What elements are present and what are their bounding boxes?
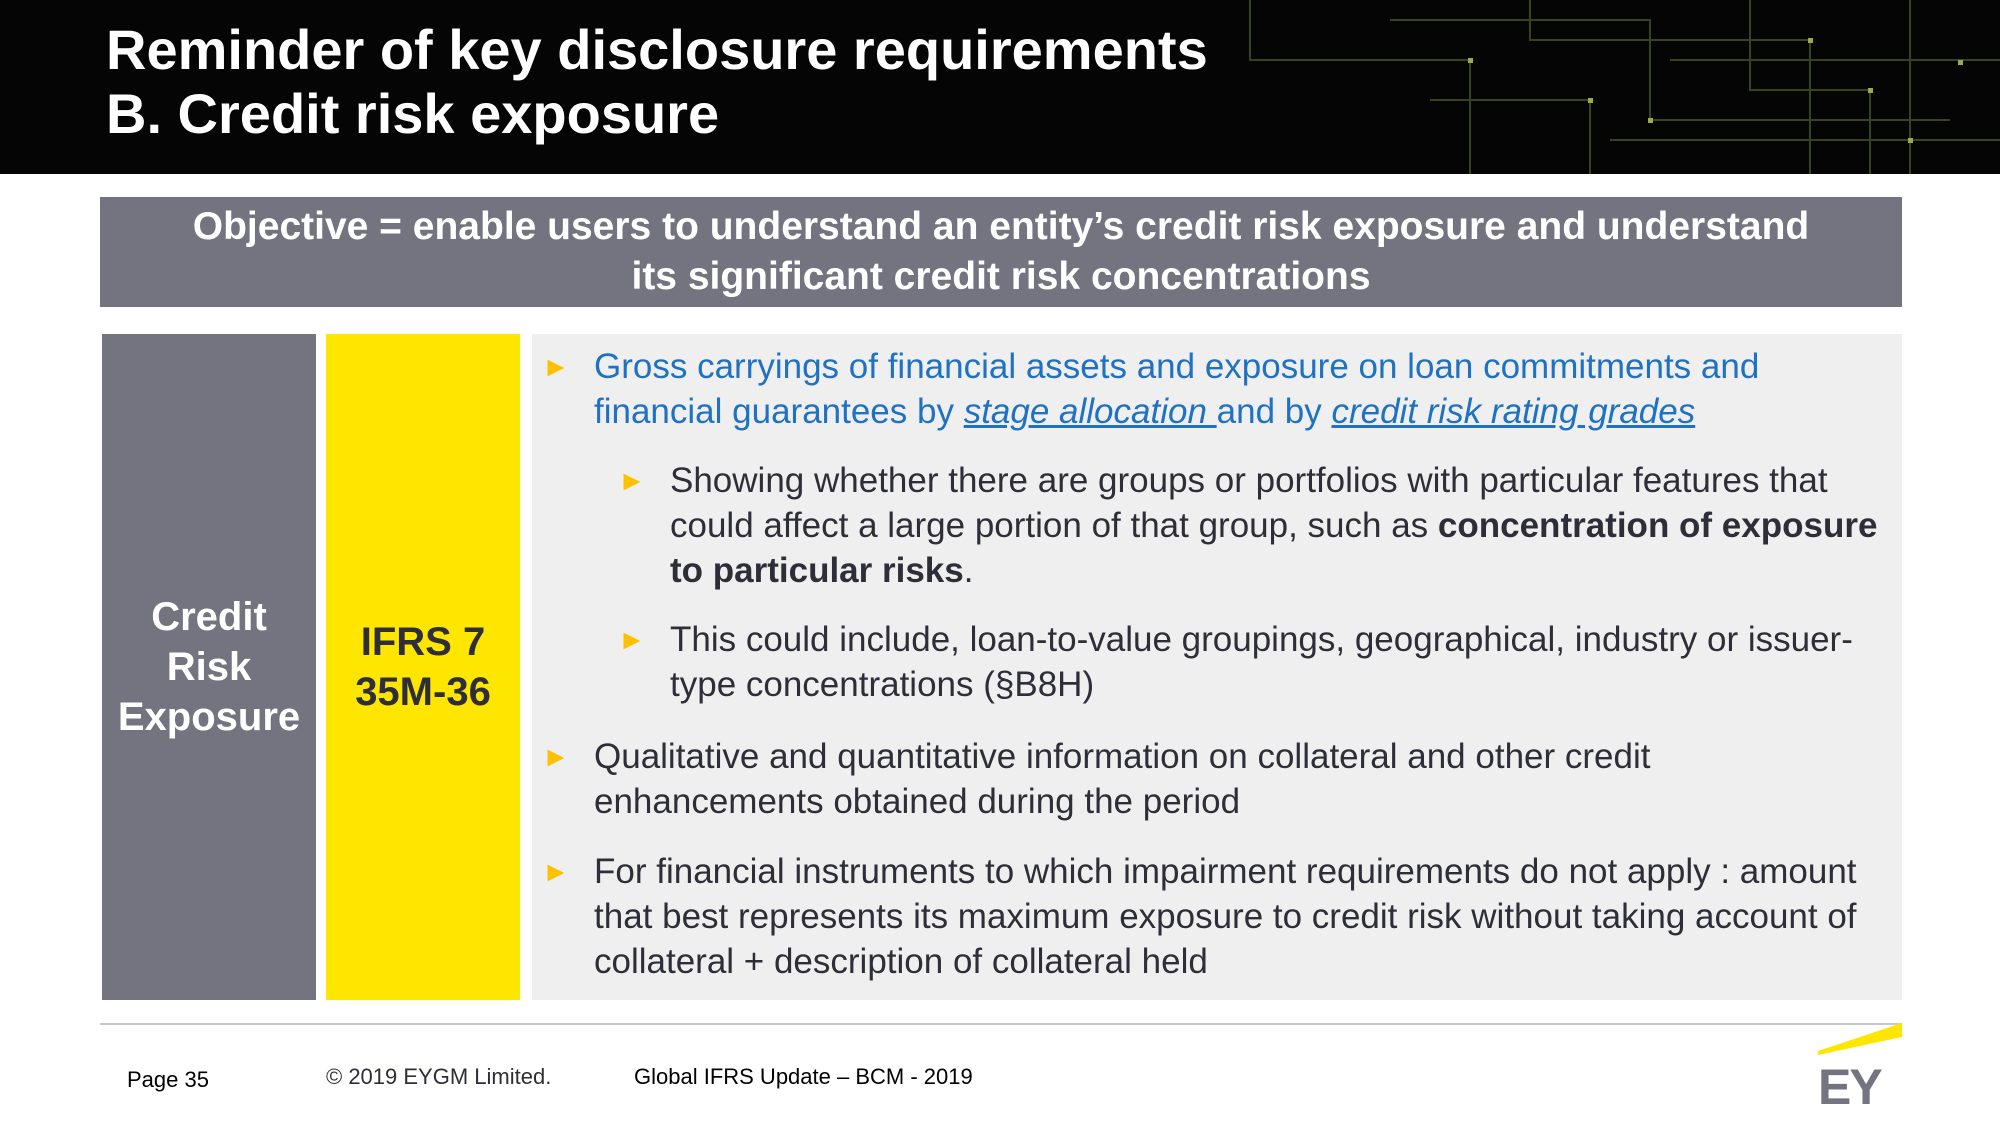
bullet-text: Qualitative and quantitative information on collateral and other credit enhancements obtained during the period (594, 737, 1651, 821)
footer-divider (100, 1023, 1902, 1025)
label-line-2: Risk (166, 645, 252, 689)
objective-line-1: Objective = enable users to understand an entity’s credit risk exposure and understand (192, 205, 1810, 248)
ey-beam-icon (1818, 1023, 1902, 1055)
page-number: Page 35 (127, 1067, 209, 1092)
bullet-text: Gross carryings of financial assets and exposure on loan commitments and financial guarantees by (594, 347, 1760, 431)
event-title: Global IFRS Update – BCM - 2019 (634, 1064, 973, 1089)
bullet-text: Showing whether there are groups or portfolios with particular features that could affect a large portion of that group, such as (670, 461, 1828, 545)
requirements-panel (532, 334, 1902, 1000)
ey-logo (1818, 1023, 1902, 1115)
bullet-text: This could include, loan-to-value groupings, geographical, industry or issuer-type concentrations (§B8H) (670, 620, 1853, 704)
bullet-bold-text: concentration of exposure to particular risks (670, 506, 1878, 590)
page-title (106, 18, 1208, 146)
bullet-text: . (963, 551, 974, 590)
credit-risk-rating-grades-link[interactable]: credit risk rating grades (1331, 392, 1696, 431)
ifrs-reference-label (326, 334, 520, 1000)
bullet-collateral (542, 734, 1884, 824)
reference-line-2: 35M-36 (355, 670, 491, 714)
sub-bullet-concentration (618, 458, 1884, 593)
bullet-arrow-icon: ► (618, 465, 646, 496)
credit-risk-exposure-label (102, 334, 316, 1000)
stage-allocation-link[interactable]: stage allocation (963, 392, 1217, 431)
bullet-arrow-icon: ► (618, 624, 646, 655)
objective-line-2: its significant credit risk concentrations (631, 255, 1371, 298)
ey-logo-text: EY (1818, 1059, 1881, 1115)
title-line-2: B. Credit risk exposure (106, 82, 720, 145)
reference-line-1: IFRS 7 (360, 620, 486, 664)
bullet-arrow-icon: ► (542, 351, 570, 382)
bullet-text: For financial instruments to which impairment requirements do not apply : amount that best represents its maximum exposure to credit risk without taking account of collateral + description of collateral held (594, 852, 1857, 981)
title-line-1: Reminder of key disclosure requirements (106, 18, 1208, 81)
label-line-1: Credit (151, 595, 267, 639)
slide-header (0, 0, 2000, 174)
bullet-no-impairment (542, 849, 1884, 984)
bullet-text: and by (1216, 392, 1332, 431)
bullet-arrow-icon: ► (542, 856, 570, 887)
bullet-arrow-icon: ► (542, 741, 570, 772)
label-line-3: Exposure (117, 695, 301, 739)
bullet-gross-carrying (542, 344, 1884, 434)
sub-bullet-groupings (618, 617, 1884, 707)
objective-banner (100, 197, 1902, 307)
copyright-text: © 2019 EYGM Limited. (326, 1064, 552, 1089)
